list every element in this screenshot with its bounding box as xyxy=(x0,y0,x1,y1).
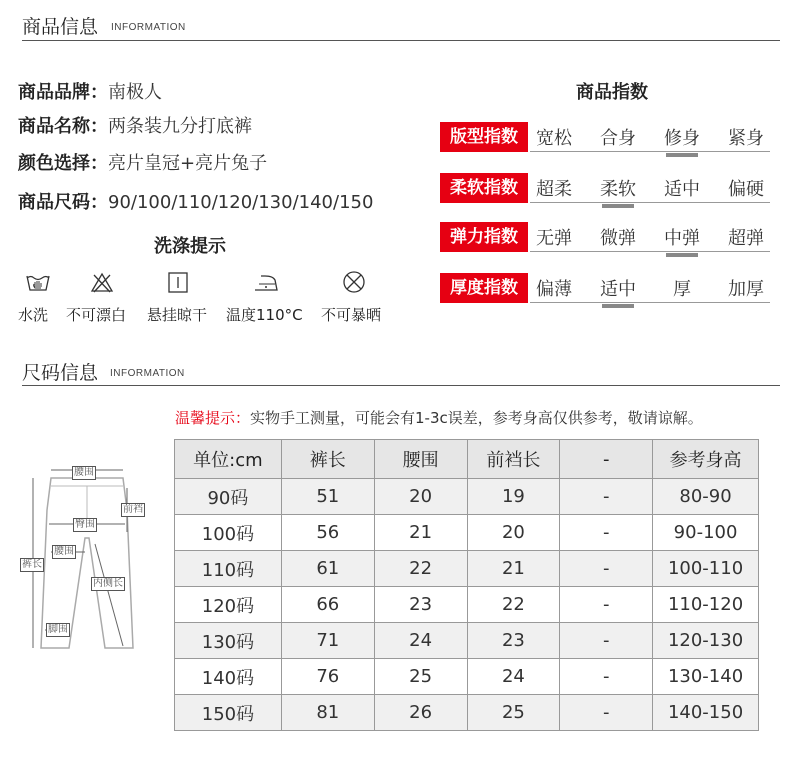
brand-value: 南极人 xyxy=(108,82,162,103)
table-header-row xyxy=(175,440,759,479)
index-option: 超弹 xyxy=(728,228,764,249)
size-notice xyxy=(175,407,703,428)
table-header-cell: 参考身高 xyxy=(653,440,759,479)
index-option-selected: 柔软 xyxy=(586,175,650,208)
index-option: 加厚 xyxy=(728,279,764,300)
table-cell: 24 xyxy=(374,623,467,659)
table-cell: 80-90 xyxy=(653,479,759,515)
index-option: 厚 xyxy=(673,279,691,300)
table-header-cell: - xyxy=(560,440,653,479)
table-cell: 51 xyxy=(281,479,374,515)
table-row xyxy=(175,695,759,731)
table-cell: 20 xyxy=(374,479,467,515)
table-cell: 21 xyxy=(374,515,467,551)
table-cell: 25 xyxy=(374,659,467,695)
table-cell: 140码 xyxy=(175,659,282,695)
brand-label: 商品品牌： xyxy=(18,82,108,103)
index-badge: 版型指数 xyxy=(440,122,528,152)
table-cell: 90码 xyxy=(175,479,282,515)
table-header-cell: 前裆长 xyxy=(467,440,560,479)
care-label-iron: 温度110°C xyxy=(226,306,303,324)
table-cell: 110-120 xyxy=(653,587,759,623)
table-cell: 130-140 xyxy=(653,659,759,695)
table-cell: - xyxy=(560,515,653,551)
table-cell: 130码 xyxy=(175,623,282,659)
table-row xyxy=(175,659,759,695)
color-label: 颜色选择： xyxy=(18,153,108,174)
name-label: 商品名称： xyxy=(18,116,108,137)
hang-dry-icon xyxy=(166,271,190,295)
size-value: 90/100/110/120/130/140/150 xyxy=(108,192,374,213)
table-cell: 66 xyxy=(281,587,374,623)
care-label-wash: 水洗 xyxy=(18,306,49,324)
care-label-bleach: 不可漂白 xyxy=(66,306,127,324)
table-cell: - xyxy=(560,479,653,515)
size-info-divider xyxy=(22,385,780,386)
size-table xyxy=(174,439,759,731)
care-title: 洗涤提示 xyxy=(154,236,226,257)
table-row xyxy=(175,551,759,587)
table-cell: 150码 xyxy=(175,695,282,731)
no-bleach-icon xyxy=(90,271,114,295)
index-option-selected: 适中 xyxy=(586,275,650,308)
table-header-cell: 裤长 xyxy=(281,440,374,479)
table-cell: 100码 xyxy=(175,515,282,551)
table-cell: 25 xyxy=(467,695,560,731)
table-cell: 110码 xyxy=(175,551,282,587)
table-cell: 20 xyxy=(467,515,560,551)
size-label: 商品尺码： xyxy=(18,192,108,213)
table-cell: 19 xyxy=(467,479,560,515)
table-header-cell: 单位:cm xyxy=(175,440,282,479)
table-cell: 23 xyxy=(467,623,560,659)
diagram-label-rise: 前裆 xyxy=(123,504,143,515)
table-header-cell: 腰围 xyxy=(374,440,467,479)
diagram-label-waist2: 腰围 xyxy=(54,546,74,557)
table-cell: - xyxy=(560,551,653,587)
table-row xyxy=(175,623,759,659)
table-row xyxy=(175,479,759,515)
index-option: 无弹 xyxy=(536,228,572,249)
indices-title: 商品指数 xyxy=(576,82,648,103)
table-cell: 120-130 xyxy=(653,623,759,659)
index-badge: 厚度指数 xyxy=(440,273,528,303)
index-option: 宽松 xyxy=(536,128,572,149)
index-option: 微弹 xyxy=(600,228,636,249)
color-value: 亮片皇冠+亮片兔子 xyxy=(108,153,268,174)
notice-text: 实物手工测量，可能会有1-3c误差，参考身高仅供参考，敬请谅解。 xyxy=(250,409,703,427)
table-cell: 140-150 xyxy=(653,695,759,731)
index-divider xyxy=(530,302,770,303)
brand-row xyxy=(18,78,162,104)
table-cell: 21 xyxy=(467,551,560,587)
index-divider xyxy=(530,202,770,203)
size-row xyxy=(18,188,373,214)
size-info-subtitle: INFORMATION xyxy=(110,368,185,379)
table-cell: 90-100 xyxy=(653,515,759,551)
index-option: 合身 xyxy=(600,128,636,149)
no-sun-icon xyxy=(342,270,366,294)
iron-icon xyxy=(253,272,277,296)
index-option: 偏硬 xyxy=(728,179,764,200)
index-option: 适中 xyxy=(664,179,700,200)
index-option-selected: 中弹 xyxy=(650,224,714,257)
table-cell: - xyxy=(560,695,653,731)
table-row xyxy=(175,515,759,551)
table-cell: 24 xyxy=(467,659,560,695)
table-cell: - xyxy=(560,623,653,659)
table-cell: 22 xyxy=(467,587,560,623)
table-cell: - xyxy=(560,659,653,695)
index-badge: 弹力指数 xyxy=(440,222,528,252)
table-cell: 100-110 xyxy=(653,551,759,587)
diagram-label-hem: 脚围 xyxy=(48,624,68,635)
hand-wash-icon xyxy=(25,270,49,294)
table-cell: 26 xyxy=(374,695,467,731)
product-info-subtitle: INFORMATION xyxy=(111,22,186,33)
table-cell: 22 xyxy=(374,551,467,587)
diagram-label-waist: 腰围 xyxy=(74,467,94,478)
name-row xyxy=(18,112,252,138)
index-divider xyxy=(530,151,770,152)
diagram-label-inseam: 内侧长 xyxy=(93,578,123,589)
table-cell: 71 xyxy=(281,623,374,659)
table-cell: 61 xyxy=(281,551,374,587)
product-info-title: 商品信息 xyxy=(22,16,99,38)
name-value: 两条装九分打底裤 xyxy=(108,116,252,137)
diagram-label-hip: 臀围 xyxy=(75,519,95,530)
table-cell: 23 xyxy=(374,587,467,623)
table-cell: 120码 xyxy=(175,587,282,623)
product-info-divider xyxy=(22,40,780,41)
notice-prefix: 温馨提示： xyxy=(175,409,251,427)
index-divider xyxy=(530,251,770,252)
index-option: 超柔 xyxy=(536,179,572,200)
index-option: 紧身 xyxy=(728,128,764,149)
care-label-sun: 不可暴晒 xyxy=(321,306,382,324)
diagram-label-length: 裤长 xyxy=(22,559,42,570)
care-label-dry: 悬挂晾干 xyxy=(147,306,208,324)
color-row xyxy=(18,149,267,175)
index-option-selected: 修身 xyxy=(650,124,714,157)
index-badge: 柔软指数 xyxy=(440,173,528,203)
table-cell: 81 xyxy=(281,695,374,731)
table-cell: 56 xyxy=(281,515,374,551)
pants-diagram xyxy=(15,460,165,660)
size-info-title: 尺码信息 xyxy=(22,362,99,384)
table-cell: 76 xyxy=(281,659,374,695)
table-row xyxy=(175,587,759,623)
index-option: 偏薄 xyxy=(536,279,572,300)
table-cell: - xyxy=(560,587,653,623)
